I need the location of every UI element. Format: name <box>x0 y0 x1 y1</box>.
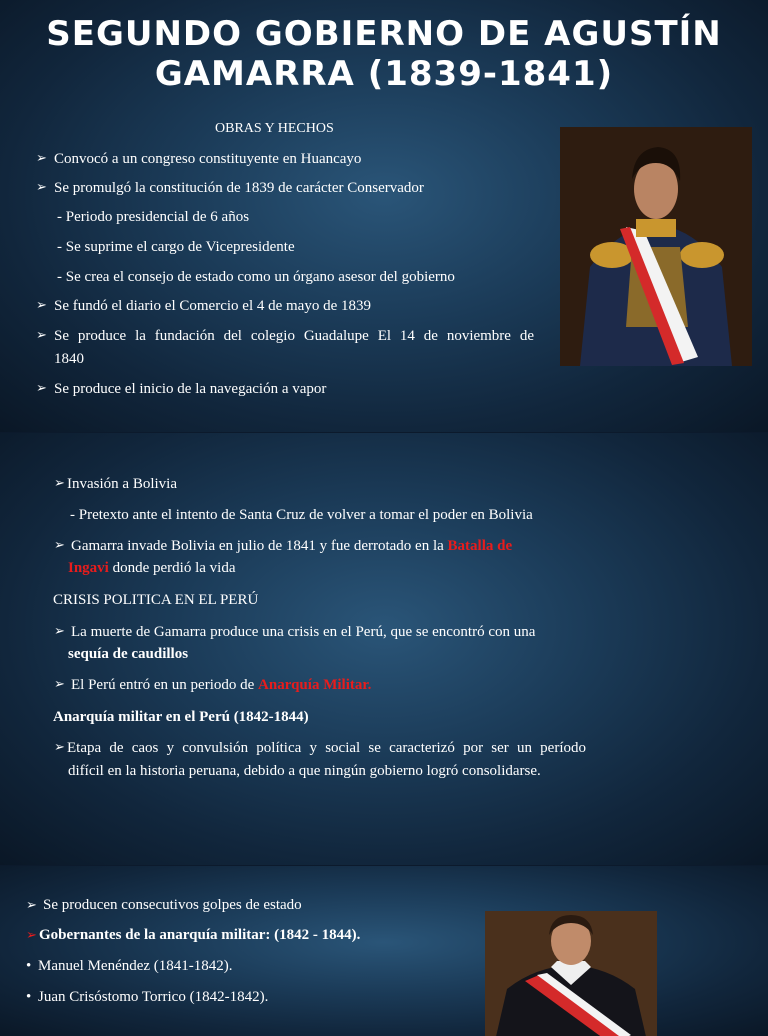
list-item: Se produce la fundación del colegio Guadalupe El 14 de noviembre de <box>54 328 534 344</box>
list-item: Se producen consecutivos golpes de estado <box>43 897 302 913</box>
bullet-arrow-icon: ➢ <box>54 739 65 754</box>
sub-item: - Se crea el consejo de estado como un órgano asesor del gobierno <box>57 269 455 285</box>
portrait-manuel-menendez-icon <box>485 911 657 1036</box>
list-item: La muerte de Gamarra produce una crisis en el Perú, que se encontró con una <box>71 624 536 640</box>
section-heading-gobernantes: Gobernantes de la anarquía militar: (1842 - 1844). <box>39 927 361 943</box>
list-item-continuation: difícil en la historia peruana, debido a que ningún gobierno logró consolidarse. <box>68 763 541 779</box>
sub-item: - Se suprime el cargo de Vicepresidente <box>57 239 295 255</box>
slide-3 <box>0 866 768 1036</box>
bullet-arrow-icon: ➢ <box>54 475 65 490</box>
slide-1 <box>0 0 768 432</box>
list-item-text: El Perú entró en un periodo de <box>71 677 259 693</box>
sub-item: - Pretexto ante el intento de Santa Cruz de volver a tomar el poder en Bolivia <box>70 507 533 523</box>
section-subheading: OBRAS Y HECHOS <box>215 121 334 136</box>
list-item-text: donde perdió la vida <box>108 560 236 576</box>
sub-item: - Periodo presidencial de 6 años <box>57 209 250 225</box>
slide-2 <box>0 433 768 865</box>
list-item: Manuel Menéndez (1841-1842). <box>38 958 233 974</box>
bullet-arrow-icon: ➢ <box>54 676 65 691</box>
list-item: Convocó a un congreso constituyente en Huancayo <box>54 151 362 167</box>
highlight-ingavi: Ingavi <box>68 560 109 576</box>
list-item: Se fundó el diario el Comercio el 4 de mayo de 1839 <box>54 298 371 314</box>
slide-title <box>0 14 768 94</box>
title-line-2: GAMARRA (1839-1841) <box>154 54 614 94</box>
list-item: Se promulgó la constitución de 1839 de carácter Conservador <box>54 180 424 196</box>
title-line-1: SEGUNDO GOBIERNO DE AGUSTÍN <box>46 14 722 54</box>
bullet-dot-icon: • <box>26 958 32 974</box>
list-item: Etapa de caos y convulsión política y social se caracterizó por ser un período <box>67 740 586 756</box>
bullet-arrow-icon: ➢ <box>26 897 37 912</box>
section-heading-anarquia: Anarquía militar en el Perú (1842-1844) <box>53 709 309 725</box>
section-heading-crisis: CRISIS POLITICA EN EL PERÚ <box>53 592 259 608</box>
bullet-dot-icon: • <box>26 989 32 1005</box>
bullet-arrow-icon: ➢ <box>36 179 47 194</box>
list-item-continuation: 1840 <box>54 351 84 367</box>
list-item <box>71 674 371 696</box>
bullet-arrow-icon: ➢ <box>26 927 37 942</box>
bullet-arrow-icon: ➢ <box>36 297 47 312</box>
list-item-text: Gamarra invade Bolivia en julio de 1841 y fue derrotado en la <box>71 538 448 554</box>
list-item-continuation <box>68 557 236 579</box>
highlight-sequia: sequía de caudillos <box>68 646 189 662</box>
list-item: Se produce el inicio de la navegación a vapor <box>54 381 327 397</box>
bullet-arrow-icon: ➢ <box>54 537 65 552</box>
list-item: Invasión a Bolivia <box>67 476 177 492</box>
highlight-batalla: Batalla de <box>447 538 513 554</box>
portrait-agustin-gamarra-icon <box>560 127 752 366</box>
bullet-arrow-icon: ➢ <box>54 623 65 638</box>
bullet-arrow-icon: ➢ <box>36 380 47 395</box>
bullet-arrow-icon: ➢ <box>36 150 47 165</box>
list-item <box>71 535 512 557</box>
bullet-arrow-icon: ➢ <box>36 327 47 342</box>
list-item: Juan Crisóstomo Torrico (1842-1842). <box>38 989 269 1005</box>
highlight-anarquia: Anarquía Militar. <box>258 677 372 693</box>
